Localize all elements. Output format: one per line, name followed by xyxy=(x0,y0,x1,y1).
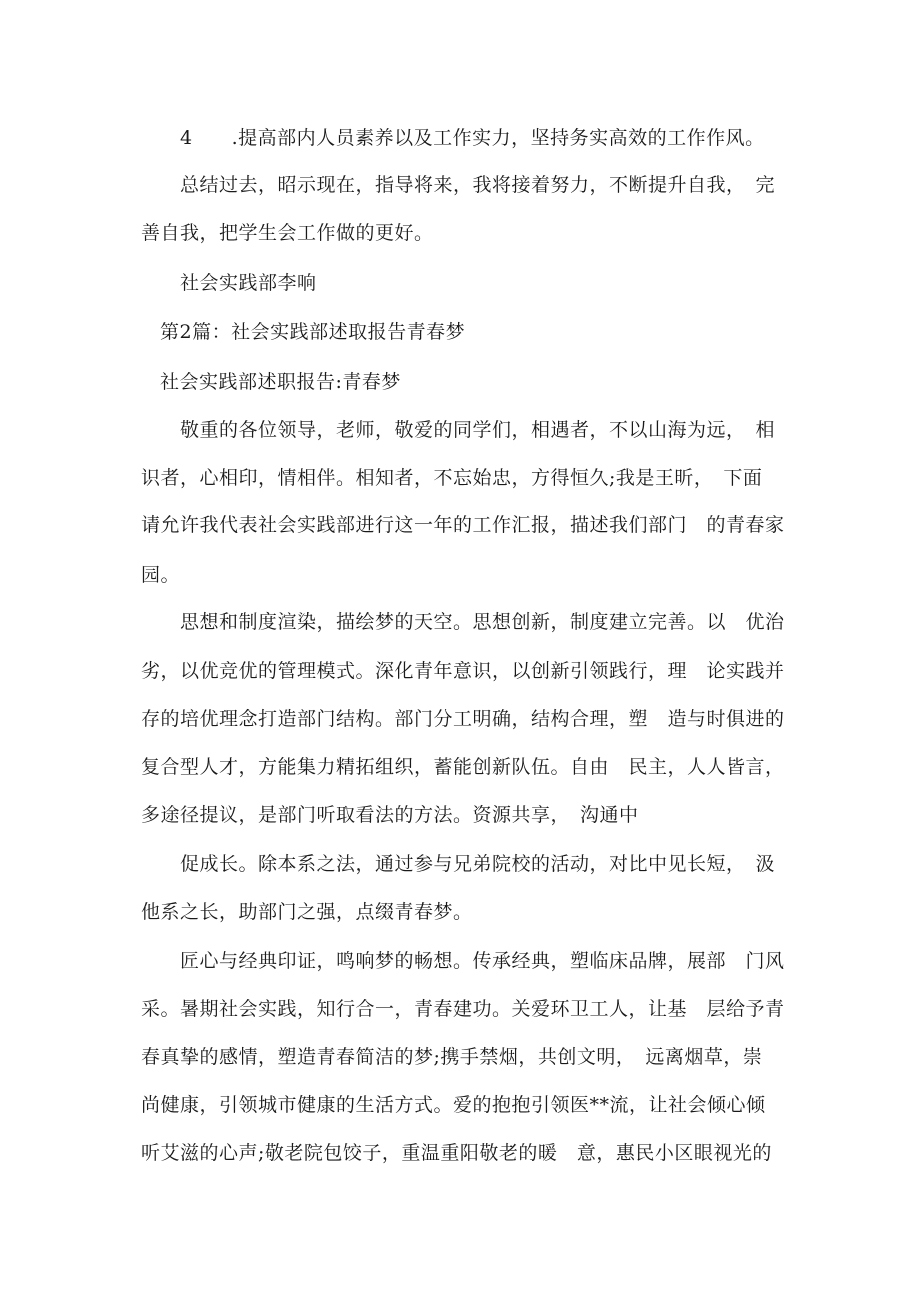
paragraph-line: 请允许我代表社会实践部进行这一年的工作汇报，描述我们部门 的青春家 xyxy=(141,514,785,536)
paragraph-line: 听艾滋的心声;敬老院包饺子，重温重阳敬老的暖 意，惠民小区眼视光的 xyxy=(141,1142,772,1164)
section-heading: 第2篇：社会实践部述取报告青春梦 xyxy=(160,321,466,343)
paragraph-line: 采。暑期社会实践，知行合一，青春建功。关爱环卫工人，让基 层给予青 xyxy=(141,998,785,1020)
paragraph-line: 敬重的各位领导，老师，敬爱的同学们，相遇者，不以山海为远， 相 xyxy=(180,419,776,441)
paragraph-line: 复合型人才，方能集力精拓组织，蓄能创新队伍。自由 民主，人人皆言， xyxy=(141,756,785,778)
paragraph-line: 促成长。除本系之法，通过参与兄弟院校的活动，对比中见长短， 汲 xyxy=(180,853,776,875)
paragraph-line: 善自我，把学生会工作做的更好。 xyxy=(141,222,434,244)
paragraph-line: 思想和制度渲染，描绘梦的天空。思想创新，制度建立完善。以 优治 xyxy=(180,611,785,633)
list-item-4: 4 .提高部内人员素养以及工作实力，坚持务实高效的工作作风。 xyxy=(180,127,765,149)
paragraph-line: 尚健康，引领城市健康的生活方式。爱的抱抱引领医**流，让社会倾心倾 xyxy=(141,1094,766,1116)
paragraph-line: 园。 xyxy=(141,564,181,586)
paragraph-line: 匠心与经典印证，鸣响梦的畅想。传承经典，塑临床品牌，展部 门风 xyxy=(180,950,785,972)
signature-line: 社会实践部李响 xyxy=(180,272,317,294)
paragraph-line: 春真挚的感情，塑造青春简洁的梦;携手禁烟，共创文明， 远离烟草，崇 xyxy=(141,1046,763,1068)
section-subheading: 社会实践部述职报告:青春梦 xyxy=(160,371,401,393)
paragraph-line: 总结过去，昭示现在，指导将来，我将接着努力，不断提升自我， 完 xyxy=(180,174,776,196)
paragraph-line: 他系之长，助部门之强，点缀青春梦。 xyxy=(141,901,473,923)
paragraph-line: 识者，心相印，情相伴。相知者，不忘始忠，方得恒久;我是王昕， 下面 xyxy=(141,467,763,489)
paragraph-line: 存的培优理念打造部门结构。部门分工明确，结构合理，塑 造与时俱进的 xyxy=(141,708,785,730)
paragraph-line: 多途径提议，是部门听取看法的方法。资源共享， 沟通中 xyxy=(141,804,639,826)
paragraph-line: 劣，以优竞优的管理模式。深化青年意识，以创新引领践行，理 论实践并 xyxy=(141,660,785,682)
